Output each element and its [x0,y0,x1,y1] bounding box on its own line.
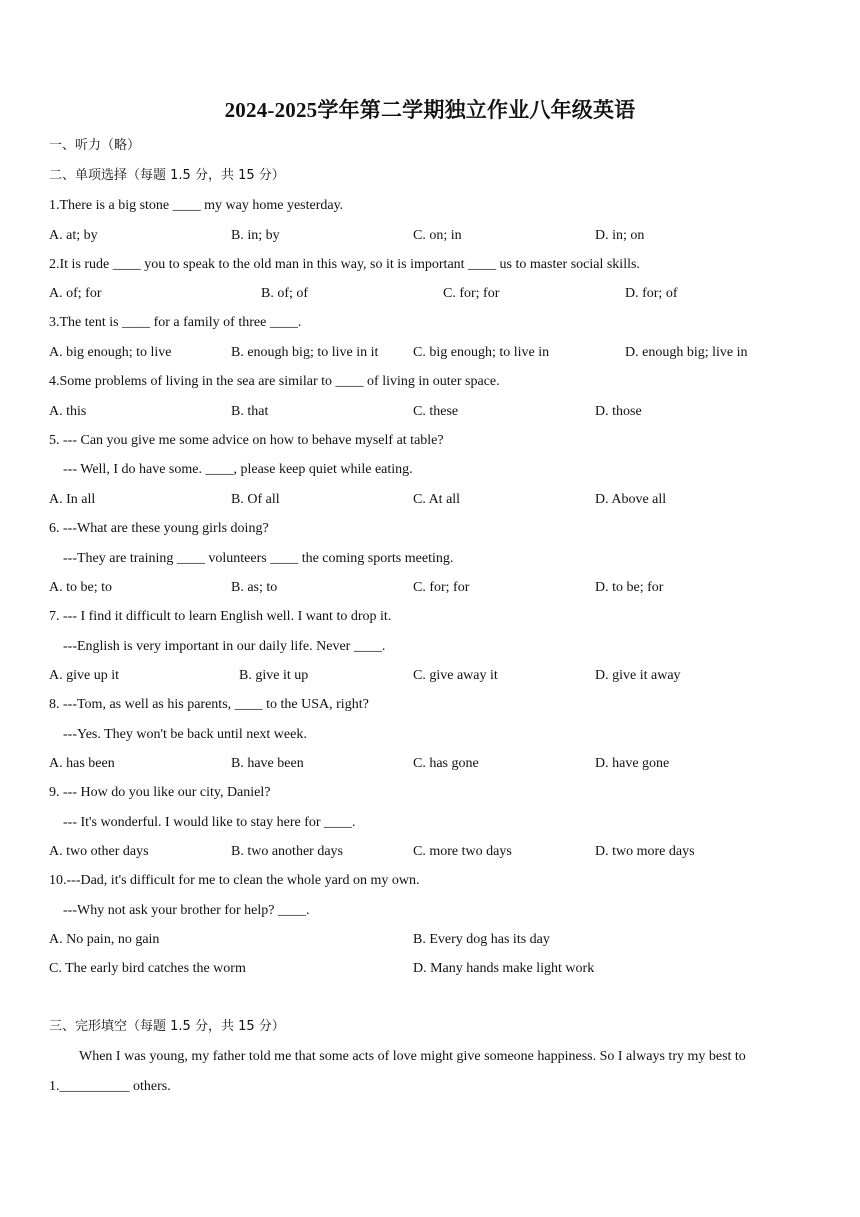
option-b: B. two another days [231,844,343,859]
option-a: A. give up it [49,668,119,683]
option-c: C. give away it [413,668,498,683]
question-stem: 7. --- I find it difficult to learn English well. I want to drop it. [49,609,392,624]
option-c: C. for; for [413,580,470,595]
question-stem-reply: ---Why not ask your brother for help? ____. [63,903,310,918]
option-a: A. No pain, no gain [49,932,160,947]
option-c: C. these [413,404,459,419]
option-d: D. two more days [595,844,695,859]
option-b: B. Every dog has its day [413,932,550,947]
option-a: A. In all [49,492,96,507]
question-stem-reply: ---They are training ____ volunteers ____ the coming sports meeting. [63,551,454,566]
option-b: B. in; by [231,228,280,243]
option-a: A. has been [49,756,115,771]
question-stem: 4.Some problems of living in the sea are similar to ____ of living in outer space. [49,374,500,389]
question-stem: 6. ---What are these young girls doing? [49,521,269,536]
option-a: A. at; by [49,228,98,243]
option-c: C. for; for [443,286,500,301]
option-b: B. of; of [261,286,309,301]
option-b: B. Of all [231,492,280,507]
option-a: A. of; for [49,286,102,301]
option-b: B. give it up [239,668,309,683]
section-cloze-heading: 三、完形填空（每题 1.5 分，共 15 分） [49,1019,285,1034]
option-a: A. big enough; to live [49,345,172,360]
passage-text: 1.__________ others. [49,1079,171,1094]
question-stem-reply: --- Well, I do have some. ____, please keep quiet while eating. [63,462,413,477]
option-b: B. that [231,404,269,419]
option-c: C. has gone [413,756,479,771]
option-b: B. enough big; to live in it [231,345,379,360]
passage-text: When I was young, my father told me that some acts of love might give someone happiness. So I always try my best to [79,1049,746,1064]
option-b: B. have been [231,756,304,771]
option-c: C. on; in [413,228,462,243]
option-d: D. Above all [595,492,667,507]
option-b: B. as; to [231,580,278,595]
question-stem-reply: ---Yes. They won't be back until next week. [63,727,307,742]
question-stem-reply: --- It's wonderful. I would like to stay here for ____. [63,815,356,830]
option-d: D. those [595,404,642,419]
question-stem: 5. --- Can you give me some advice on how to behave myself at table? [49,433,444,448]
option-c: C. more two days [413,844,512,859]
option-d: D. for; of [625,286,678,301]
option-d: D. in; on [595,228,645,243]
option-d: D. to be; for [595,580,664,595]
question-stem: 9. --- How do you like our city, Daniel? [49,785,271,800]
option-d: D. enough big; live in [625,345,748,360]
option-d: D. give it away [595,668,681,683]
option-a: A. to be; to [49,580,112,595]
question-stem: 3.The tent is ____ for a family of three ____. [49,315,302,330]
option-c: C. The early bird catches the worm [49,961,246,976]
option-a: A. two other days [49,844,149,859]
page-title: 2024-2025学年第二学期独立作业八年级英语 [224,98,636,122]
question-stem: 1.There is a big stone ____ my way home yesterday. [49,198,344,213]
option-d: D. have gone [595,756,670,771]
question-stem-reply: ---English is very important in our daily life. Never ____. [63,639,386,654]
option-c: C. big enough; to live in [413,345,550,360]
section-single-choice-heading: 二、单项选择（每题 1.5 分，共 15 分） [49,168,285,183]
option-a: A. this [49,404,87,419]
question-stem: 2.It is rude ____ you to speak to the old man in this way, so it is important ____ us to master social skills. [49,257,640,272]
option-c: C. At all [413,492,461,507]
question-stem: 10.---Dad, it's difficult for me to clean the whole yard on my own. [49,873,420,888]
section-listening-heading: 一、听力（略） [49,138,141,153]
question-stem: 8. ---Tom, as well as his parents, ____ to the USA, right? [49,697,369,712]
option-d: D. Many hands make light work [413,961,595,976]
